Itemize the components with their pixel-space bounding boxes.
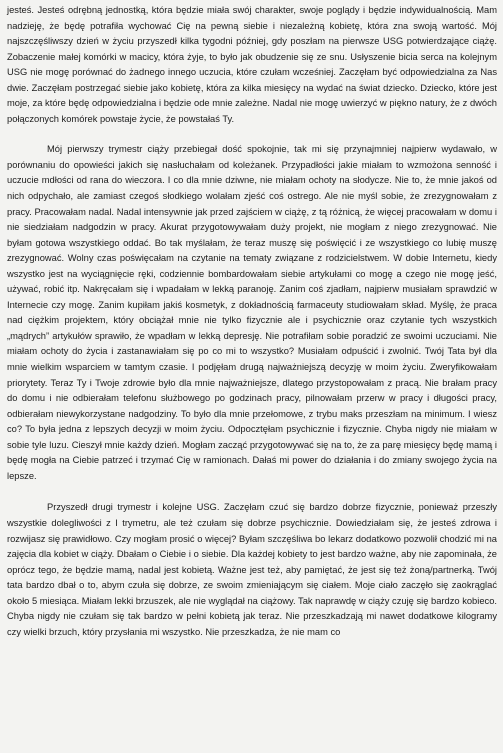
paragraph-first-trimester: Mój pierwszy trymestr ciąży przebiegał dość spokojnie, tak mi się przynajmniej najpierw wydawało, w porównaniu do opowieści jakich się nasłuchałam od koleżanek. Przypadłości jakie miałam to wzmożona senność i uczucie mdłości od rana do wieczora. I co dla mnie dziwne, nie miałam ochoty na słodycze. Nie to, że mnie jakoś od nich odpychało, ale zamiast czegoś słodkiego wolałam zjeść coś ostrego. Ale nie myśl sobie, że zrezygnowałam z pracy. Pracowałam nadal. Nadal intensywnie jak przed zajściem w ciążę, z tą różnicą, że więcej pracowałam w domu i nie siedziałam nadgodzin w pracy. Akurat przygotowywałam duży projekt, nie mogłam z niego zrezygnować. Nie byłam gotowa wszystkiego oddać. Bo tak myślałam, że teraz muszę się poświęcić i ze wszystkiego co lubię muszę zrezygnować. Wolny czas poświęcałam na czytanie na tematy związane z rodzicielstwem. W dobie Internetu, kiedy wszystko jest na wyciągnięcie ręki, codziennie bombardowałam siebie artykułami co mogę a czego nie mogę jeść, używać, robić itp. Nakręcałam się i wpadałam w lekką paranoję. Zanim coś zjadłam, najpierw musiałam sprawdzić w Internecie czy mogę. Zanim kupiłam jakiś kosmetyk, z dokładnością farmaceuty studiowałam skład. Myślę, że praca nad ciężkim projektem, który obciążał mnie nie tylko fizycznie ale i psychicznie oraz czytanie tych wszystkich „mądrych” artykułów sprawiło, że wpadłam w lekką depresję. Nie potrafiłam sobie poradzić ze swoimi uczuciami. Nie miałam ochoty do życia i zastanawiałam się po co mi to wszystko? Musiałam odpuścić i zwolnić. Twój Tata był dla mnie wielkim wsparciem w tamtym czasie. I podjęłam drugą najważniejszą decyzję w moim życiu. Zweryfikowałam priorytety. Teraz Ty i Twoje zdrowie było dla mnie najważniejsze, dlatego przystopowałam z pracą. Nie brałam pracy do domu i nie odbierałam telefonu służbowego po godzinach pracy, pilnowałam przerw w pracy i długości pracy, odbierałam niewykorzystane nadgodziny. To było dla mnie przełomowe, z trybu maks przeszłam na minimum. I wiesz co? To była jedna z lepszych decyzji w moim życiu. Odpocztęłam psychicznie i fizycznie. Chyba nigdy nie miałam w sobie tyle luzu. Cieszył mnie każdy dzień. Mogłam zacząć przygotowywać się na to, że za parę miesięcy będę mamą i będę mogła na Ciebie patrzeć i trzymać Cię w ramionach. Dałaś mi power do działania i do zmiany swojego życia na lepsze. [7, 144, 497, 481]
paragraph-second-trimester: Przyszedł drugi trymestr i kolejne USG. Zaczęłam czuć się bardzo dobrze fizycznie, ponieważ przeszły wszystkie dolegliwości z I trymetru, ale też czułam się dobrze psychicznie. Dowiedziałam się, że jesteś zdrowa i rozwijasz się prawidłowo. Czy mogłam prosić o więcej? Byłam szczęśliwa bo lekarz dodatkowo pozwolił chodzić mi na zajęcia dla kobiet w ciąży. Dbałam o Ciebie i o siebie. Dla każdej kobiety to jest bardzo ważne, aby nie zapominała, że oprócz tego, że będzie mamą, nadal jest kobietą. Ważne jest też, aby pamiętać, że jest się też żoną/partnerką. Twój tata bardzo dbał o to, abym czuła się dobrze, ze swoim zmieniającym się ciałem. Moje ciało zaczęło się zaokrąglać około 5 miesiąca. Miałam lekki brzuszek, ale nie wyglądał na ciążowy. Tak naprawdę w ciąży czuję się bardzo kobieco. Chyba nigdy nie czułam się tak bardzo w pełni kobietą jak teraz. Nie przeszkadzają mi nawet dodatkowe kilogramy czy wielki brzuch, który przysłania mi wszystko. Nie przeszkadza, że nie mam co [7, 502, 497, 637]
paragraph-continuation: jesteś. Jesteś odrębną jednostką, która będzie miała swój charakter, swoje poglądy i będzie indywidualnością. Mam nadzieję, że będę potrafiła wychować Cię na pewną siebie i niezależną kobietę, która zna swoją wartość. Mój najszczęśliwszy dzień w życiu przyszedł kilka tygodni później, gdy poszłam na pierwsze USG potwierdzające ciążę. Zobaczenie małej komórki w macicy, która żyje, to było jak obudzenie się ze snu. Usłyszenie bicia serca na kolejnym USG nie mogę porównać do żadnego innego uczucia, które czułam wcześniej. Zaczęłam być odpowiedzialna za Nas dwie. Zaczęłam postrzegać siebie jako kobietę, która za kilka miesięcy na wydać na świat dziecko. Dziecko, które jest moje, za które będę odpowiedzialna i będzie ode mnie zależne. Nadal nie mogę uwierzyć w piękno natury, że z dwóch połączonych komórek powstaje życie, że powstałaś Ty. [7, 5, 497, 124]
